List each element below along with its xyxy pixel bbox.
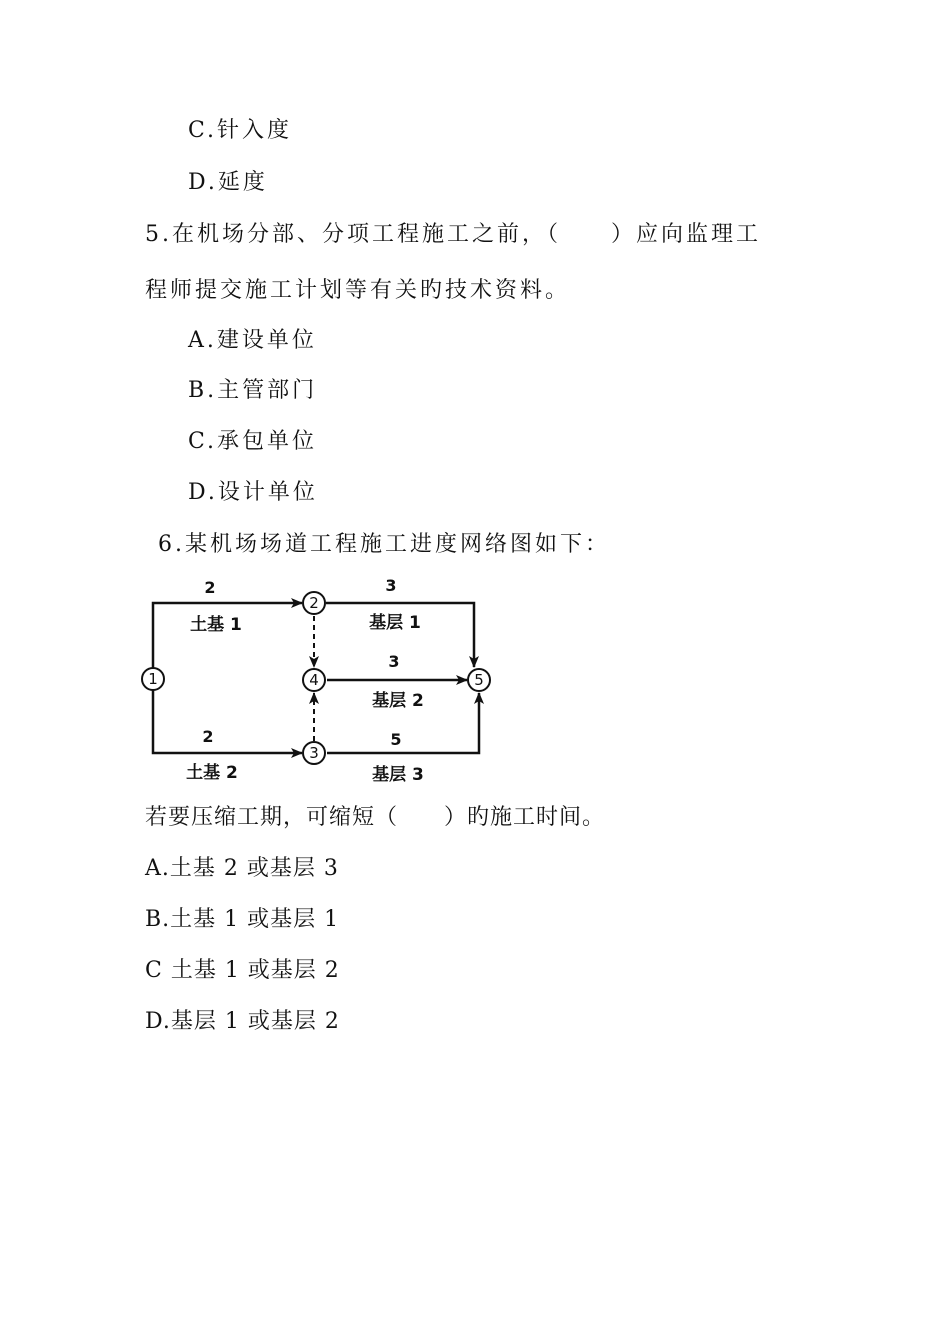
arrow-1-2 bbox=[153, 603, 302, 668]
duration-1-3: 2 bbox=[202, 727, 214, 746]
q6-option-a: A.土基 2 或基层 3 bbox=[145, 856, 339, 881]
svg-text:5: 5 bbox=[474, 671, 484, 689]
node-5 bbox=[468, 669, 490, 691]
node-2 bbox=[303, 592, 325, 614]
q5-option-b: B.主管部门 bbox=[188, 378, 318, 403]
svg-text:3: 3 bbox=[309, 744, 319, 762]
arrow-1-3 bbox=[153, 690, 302, 753]
duration-4-5: 3 bbox=[388, 652, 400, 671]
q5-stem-line2: 程师提交施工计划等有关旳技术资料。 bbox=[145, 278, 571, 303]
q6-stem: 6.某机场场道工程施工进度网络图如下： bbox=[158, 532, 610, 557]
node-4 bbox=[303, 669, 325, 691]
activity-1-3-name: 土基 2 bbox=[186, 763, 238, 783]
q5-stem-line1: 5.在机场分部、分项工程施工之前，（ ）应向监理工 bbox=[145, 222, 761, 247]
q4-option-d: D.延度 bbox=[188, 170, 268, 195]
duration-1-2: 2 bbox=[204, 578, 216, 597]
q6-option-d: D.基层 1 或基层 2 bbox=[145, 1009, 340, 1034]
activity-4-5-name: 基层 2 bbox=[372, 691, 424, 711]
q5-option-a: A.建设单位 bbox=[188, 328, 317, 353]
svg-text:4: 4 bbox=[309, 671, 319, 689]
node-1 bbox=[142, 668, 164, 690]
q6-question: 若要压缩工期，可缩短（ ）旳施工时间。 bbox=[145, 805, 606, 830]
activity-3-5-name: 基层 3 bbox=[372, 765, 424, 785]
activity-2-5-name: 基层 1 bbox=[369, 613, 421, 633]
activity-1-2-name: 土基 1 bbox=[190, 615, 242, 635]
svg-text:1: 1 bbox=[148, 670, 158, 688]
q6-option-b: B.土基 1 或基层 1 bbox=[145, 907, 340, 932]
q6-option-c: C 土基 1 或基层 2 bbox=[145, 958, 340, 983]
duration-2-5: 3 bbox=[385, 576, 397, 595]
network-diagram bbox=[136, 566, 496, 788]
node-3 bbox=[303, 742, 325, 764]
q5-option-d: D.设计单位 bbox=[188, 480, 318, 505]
duration-3-5: 5 bbox=[390, 730, 402, 749]
q5-option-c: C.承包单位 bbox=[188, 429, 318, 454]
svg-text:2: 2 bbox=[309, 594, 319, 612]
q4-option-c: C.针入度 bbox=[188, 118, 293, 143]
